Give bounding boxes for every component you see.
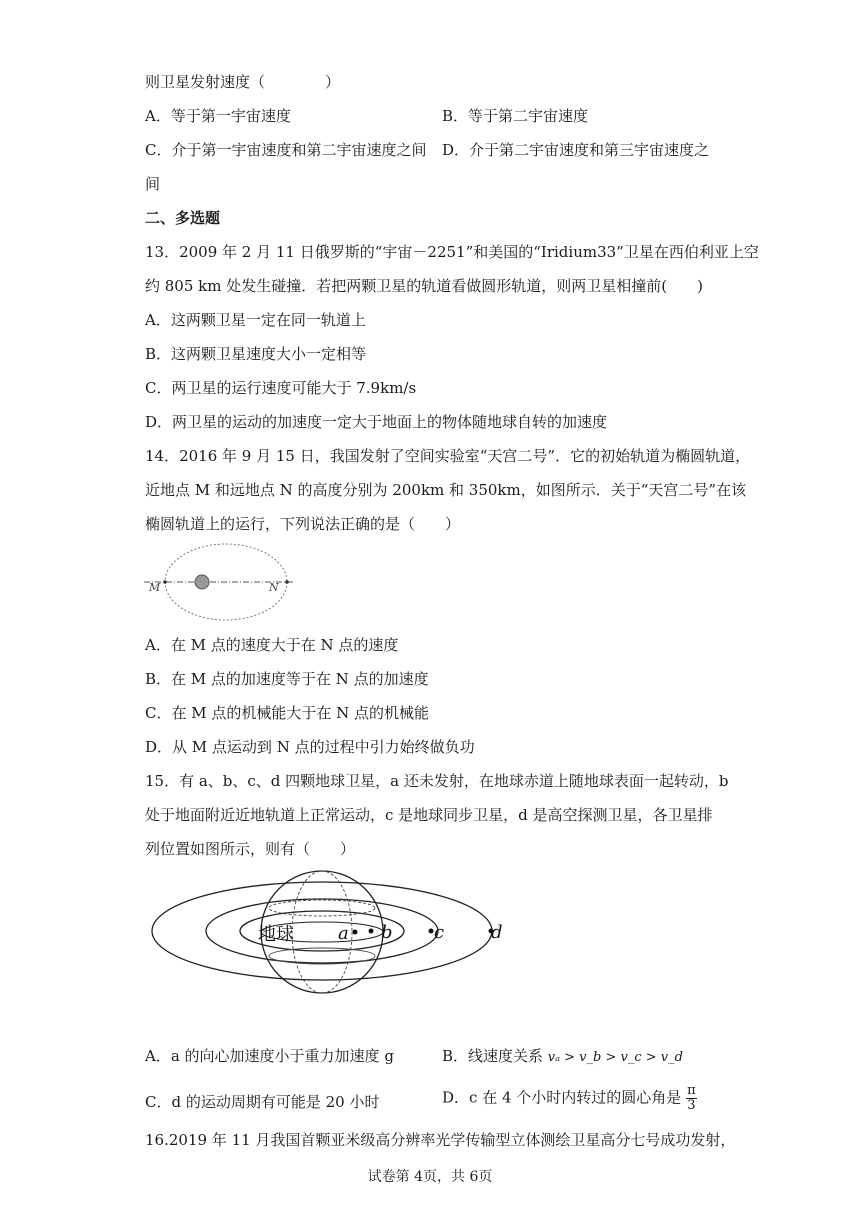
q12-option-d: D．介于第二宇宙速度和第三宇宙速度之 — [442, 141, 710, 159]
earth-latitude-upper — [269, 900, 375, 916]
point-m-dot — [163, 580, 167, 584]
q15-option-b — [442, 1046, 683, 1068]
q14-line-2: 近地点 M 和远地点 N 的高度分别为 200km 和 350km，如图所示．关于“天宫二号”在该 — [145, 481, 747, 499]
q15-line-2: 处于地面附近近地轨道上正常运动，c 是地球同步卫星，d 是高空探测卫星，各卫星排 — [145, 806, 713, 824]
q15-line-1: 15．有 a、b、c、d 四颗地球卫星，a 还未发射，在地球赤道上随地球表面一起转动，b — [145, 772, 729, 790]
satellite-a-dot — [353, 930, 358, 935]
q15-option-d-prefix: D．c 在 4 个小时内转过的圆心角是 — [442, 1088, 682, 1107]
orbit-c — [206, 899, 438, 963]
page-footer: 试卷第 4页，共 6页 — [367, 1169, 493, 1185]
q15-option-b-prefix: B．线速度关系 — [442, 1047, 548, 1065]
q13-option-c: C．两卫星的运行速度可能大于 7.9km/s — [145, 379, 417, 397]
q13-option-d: D．两卫星的运动的加速度一定大于地面上的物体随地球自转的加速度 — [145, 413, 608, 431]
q14-option-c: C．在 M 点的机械能大于在 N 点的机械能 — [145, 704, 430, 722]
q14-option-a: A．在 M 点的速度大于在 N 点的速度 — [145, 636, 399, 654]
q12-option-d-cont: 间 — [145, 175, 161, 193]
q13-line-1: 13．2009 年 2 月 11 日俄罗斯的“宇宙－2251”和美国的“Iridium33”卫星在西伯利亚上空 — [145, 243, 759, 261]
q15-option-c: C．d 的运动周期有可能是 20 小时 — [145, 1093, 380, 1111]
q12-option-c: C．介于第一宇宙速度和第二宇宙速度之间 — [145, 141, 427, 159]
q15-option-d-fraction — [686, 1084, 697, 1113]
q15-option-a: A．a 的向心加速度小于重力加速度 g — [145, 1047, 394, 1065]
q12-option-a: A．等于第一宇宙速度 — [145, 107, 291, 125]
label-b: b — [381, 922, 393, 943]
q14-option-b: B．在 M 点的加速度等于在 N 点的加速度 — [145, 670, 429, 688]
section-heading: 二、多选题 — [145, 209, 221, 227]
label-m: M — [149, 581, 161, 594]
q14-option-d: D．从 M 点运动到 N 点的过程中引力始终做负功 — [145, 738, 475, 756]
q13-option-a: A．这两颗卫星一定在同一轨道上 — [145, 311, 366, 329]
q13-option-b: B．这两颗卫星速度大小一定相等 — [145, 345, 367, 363]
q15-line-3: 列位置如图所示，则有（ ） — [145, 840, 356, 858]
q12-tail: 则卫星发射速度（ ） — [145, 73, 341, 91]
label-earth: 地球 — [258, 924, 294, 945]
q15-option-d — [442, 1084, 697, 1113]
satellite-c-dot — [429, 929, 434, 934]
label-n: N — [269, 581, 279, 594]
q14-line-3: 椭圆轨道上的运行，下列说法正确的是（ ） — [145, 515, 461, 533]
label-a: a — [338, 923, 349, 944]
satellite-b-dot — [369, 929, 374, 934]
label-c: c — [434, 922, 445, 943]
fraction-numerator: π — [687, 1083, 696, 1098]
q15-option-b-expression: vₐ > v_b > v_c > v_d — [547, 1050, 683, 1065]
point-n-dot — [285, 580, 289, 584]
q13-line-2: 约 805 km 处发生碰撞．若把两颗卫星的轨道看做圆形轨道，则两卫星相撞前( ) — [145, 277, 703, 295]
q12-option-b: B．等于第二宇宙速度 — [442, 107, 589, 125]
label-d: d — [491, 922, 503, 943]
fraction-denominator: 3 — [687, 1098, 696, 1113]
earth-dot — [195, 575, 209, 589]
satellite-orbits-figure — [140, 870, 520, 1010]
q16-line-1: 16.2019 年 11 月我国首颗亚米级高分辨率光学传输型立体测绘卫星高分七号成功发射， — [145, 1131, 736, 1149]
ellipse-orbit-figure — [140, 540, 300, 625]
q14-line-1: 14．2016 年 9 月 15 日，我国发射了空间实验室“天宫二号”．它的初始轨道为椭圆轨道， — [145, 447, 751, 465]
